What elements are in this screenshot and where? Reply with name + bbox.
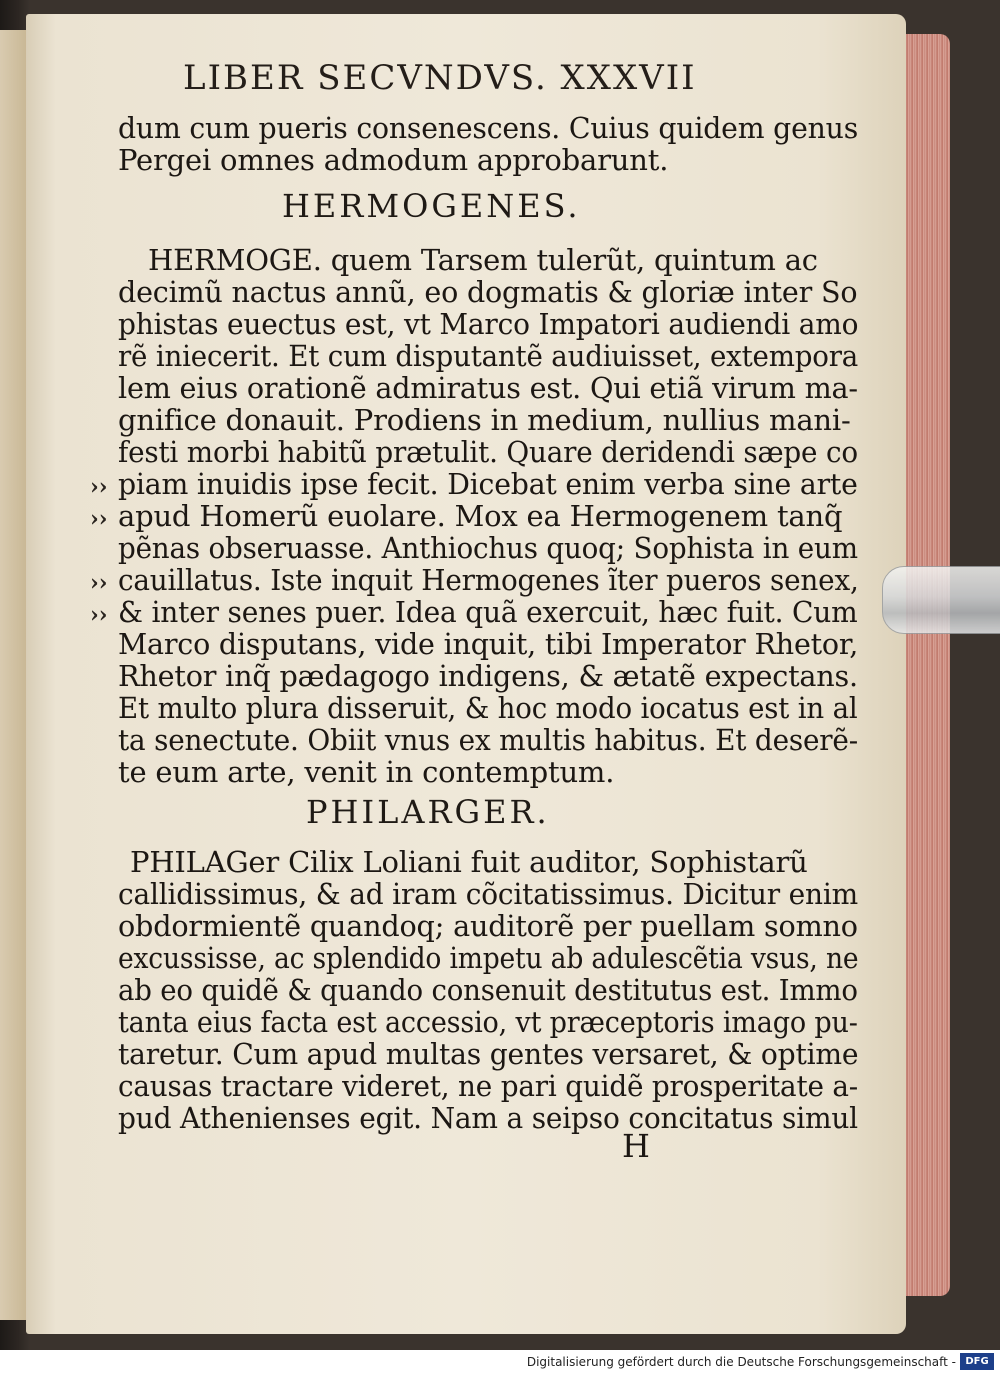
margin-mark: ›› — [90, 506, 108, 532]
text-line: excussisse, ac splendido impetu ab adulescẽtia vsus, ne — [118, 941, 859, 975]
text-line: pud Athenienses egit. Nam a seipso concitatus simul — [118, 1101, 858, 1135]
text-line: phistas euectus est, vt Marco Impatori audiendi amo — [118, 307, 859, 341]
text-line: ab eo quidẽ & quando consenuit destitutus est. Immo — [118, 973, 858, 1007]
text-line: cauillatus. Iste inquit Hermogenes ĩter pueros senex, — [118, 563, 859, 597]
text-line: pẽnas obseruasse. Anthiochus quoq; Sophista in eum — [118, 531, 858, 565]
text-line: obdormientẽ quandoq; auditorẽ per puellam somno — [118, 909, 858, 943]
book-fore-edge — [904, 34, 950, 1296]
text-line: dum cum pueris consenescens. Cuius quidem genus — [118, 111, 859, 145]
footer-credit: Digitalisierung gefördert durch die Deutsche Forschungsgemeinschaft - — [526, 1355, 956, 1369]
text-line: festi morbi habitũ prætulit. Quare deridendi sæpe co — [118, 435, 858, 469]
text-line: Rhetor inq̃ pædagogo indigens, & ætatẽ expectans. — [118, 659, 858, 693]
dfg-logo: DFG — [960, 1353, 994, 1370]
text-line: apud Homerũ euolare. Mox ea Hermogenem tanq̃ — [118, 499, 843, 533]
text-line: & inter senes puer. Idea quã exercuit, hæc fuit. Cum — [118, 595, 858, 629]
signature-mark: H — [622, 1127, 650, 1165]
text-line: te eum arte, venit in contemptum. — [118, 755, 615, 789]
section-heading-philarger: PHILARGER. — [306, 793, 550, 831]
text-line: Et multo plura disseruit, & hoc modo iocatus est in al — [118, 691, 858, 725]
text-line: callidissimus, & ad iram cõcitatissimus. Dicitur enim — [118, 877, 859, 911]
text-line: lem eius orationẽ admiratus est. Qui etiã virum ma- — [118, 371, 858, 405]
margin-mark: ›› — [90, 474, 108, 500]
text-line: causas tractare videret, ne pari quidẽ prosperitate a- — [118, 1069, 859, 1103]
text-line: Marco disputans, vide inquit, tibi Imperator Rhetor, — [118, 627, 859, 661]
text-line: decimũ nactus annũ, eo dogmatis & gloriæ inter So — [118, 275, 858, 309]
text-line: rẽ iniecerit. Et cum disputantẽ audiuisset, extempora — [118, 339, 859, 373]
text-line: tanta eius facta est accessio, vt præceptoris imago pu- — [118, 1005, 858, 1039]
text-line: HERMOGE. quem Tarsem tulerũt, quintum ac — [148, 243, 818, 277]
text-line: PHILAGer Cilix Loliani fuit auditor, Sophistarũ — [130, 845, 808, 879]
facing-page-edge — [0, 30, 27, 1320]
text-line: taretur. Cum apud multas gentes versaret, & optime — [118, 1037, 859, 1071]
margin-mark: ›› — [90, 602, 108, 628]
text-line: Pergei omnes admodum approbarunt. — [118, 143, 669, 177]
text-line: gnifice donauit. Prodiens in medium, nullius mani- — [118, 403, 851, 437]
section-heading-hermogenes: HERMOGENES. — [282, 187, 581, 225]
page-clip — [882, 566, 1000, 634]
margin-mark: ›› — [90, 570, 108, 596]
text-line: ta senectute. Obiit vnus ex multis habitus. Et deserẽ- — [118, 723, 858, 757]
running-head: LIBER SECVNDVS. XXXVII — [183, 58, 697, 98]
text-line: piam inuidis ipse fecit. Dicebat enim verba sine arte — [118, 467, 858, 501]
